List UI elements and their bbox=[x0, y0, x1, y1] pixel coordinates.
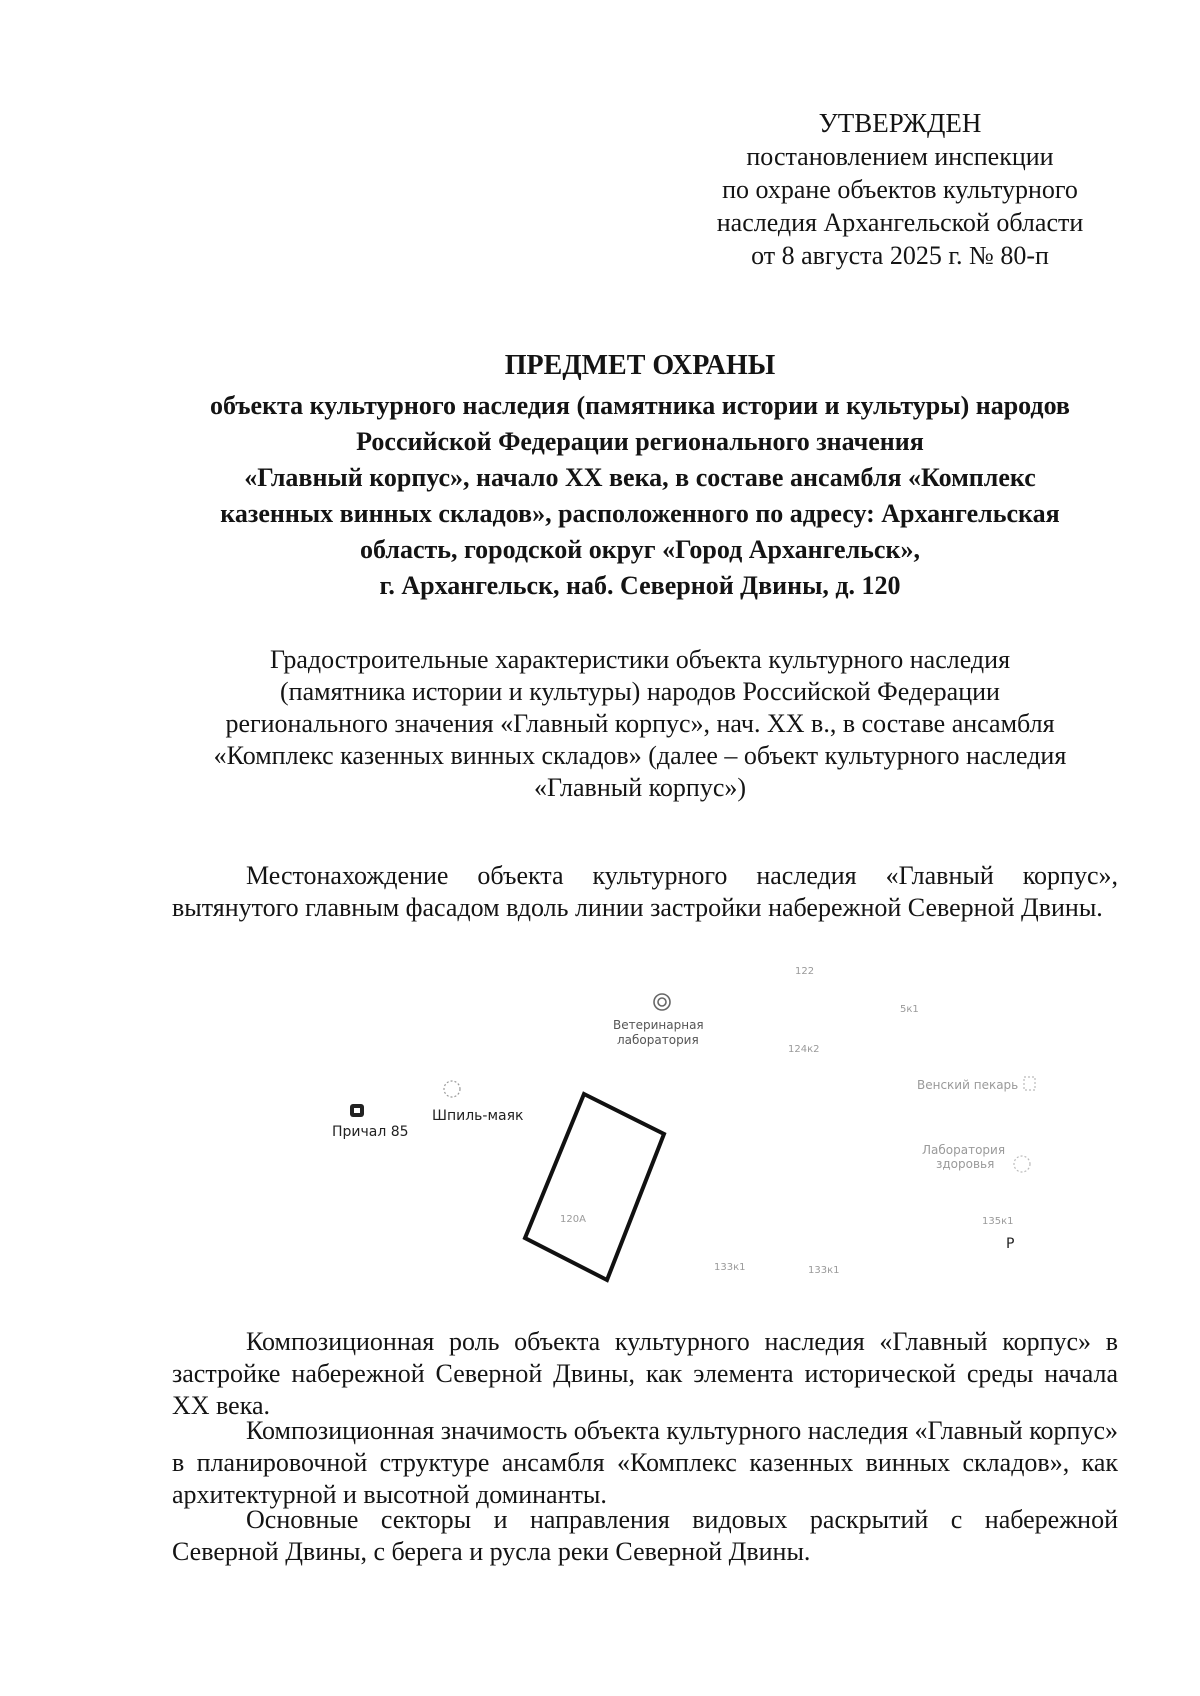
map-label-vet-lab: Ветеринарная bbox=[613, 1018, 704, 1032]
map-label-133k1-b: 133к1 bbox=[808, 1265, 840, 1276]
approval-heading: УТВЕРЖДЕН bbox=[818, 108, 982, 138]
map-label-124k2: 124к2 bbox=[788, 1044, 820, 1055]
map-label-vet-lab-2: лаборатория bbox=[617, 1033, 699, 1047]
spire-icon bbox=[444, 1081, 460, 1097]
pier-icon bbox=[350, 1104, 364, 1117]
map-label-health-lab: Лаборатория bbox=[922, 1143, 1006, 1157]
approval-line: постановлением инспекции bbox=[746, 142, 1054, 171]
paragraph-sectors bbox=[172, 1504, 1118, 1568]
paragraph-location bbox=[172, 860, 1118, 924]
approval-line: наследия Архангельской области bbox=[716, 208, 1084, 237]
map-label-pier: Причал 85 bbox=[332, 1124, 409, 1140]
map-graphics bbox=[330, 960, 1060, 1315]
paragraph-role-text: Композиционная роль объекта культурного наследия «Главный корпус» в застройке набережной Северной Двины, как элемента исторической среды начала XX века. bbox=[172, 1327, 1118, 1420]
subtitle-line: «Главный корпус») bbox=[533, 773, 747, 802]
title-main: ПРЕДМЕТ ОХРАНЫ bbox=[504, 350, 776, 381]
map-label-5k1: 5к1 bbox=[900, 1004, 919, 1015]
section-subtitle bbox=[140, 644, 1140, 804]
vet-lab-icon bbox=[654, 994, 670, 1010]
subtitle-line: регионального значения «Главный корпус», нач. XX в., в составе ансамбля bbox=[225, 709, 1055, 738]
building-outline-120a bbox=[525, 1094, 664, 1280]
title-line: область, городской округ «Город Архангельск», bbox=[360, 535, 920, 564]
paragraph-sectors-text: Основные секторы и направления видовых раскрытий с набережной Северной Двины, с берега и русла реки Северной Двины. bbox=[172, 1505, 1118, 1566]
subtitle-line: Градостроительные характеристики объекта культурного наследия bbox=[269, 645, 1011, 674]
map-label-135k1: 135к1 bbox=[982, 1216, 1014, 1227]
map-label-p: Р bbox=[1006, 1236, 1015, 1252]
paragraph-significance bbox=[172, 1415, 1118, 1511]
subtitle-line: (памятника истории и культуры) народов Российской Федерации bbox=[280, 677, 1000, 706]
title-line: Российской Федерации регионального значения bbox=[356, 427, 924, 456]
map-label-spire: Шпиль-маяк bbox=[432, 1108, 524, 1124]
health-lab-icon bbox=[1014, 1156, 1030, 1172]
site-map bbox=[330, 960, 1060, 1315]
title-line: казенных винных складов», расположенного по адресу: Архангельская bbox=[220, 499, 1060, 528]
paragraph-location-text: Местонахождение объекта культурного наследия «Главный корпус», вытянутого главным фасадом вдоль линии застройки набережной Северной Двины. bbox=[172, 861, 1118, 922]
approval-line: от 8 августа 2025 г. № 80-п bbox=[751, 241, 1049, 270]
approval-block bbox=[690, 107, 1110, 272]
approval-line: по охране объектов культурного bbox=[722, 175, 1078, 204]
map-label-health-lab-2: здоровья bbox=[936, 1157, 995, 1171]
map-label-bakery: Венский пекарь bbox=[917, 1078, 1019, 1092]
title-line: «Главный корпус», начало XX века, в составе ансамбля «Комплекс bbox=[244, 463, 1036, 492]
title-line: г. Архангельск, наб. Северной Двины, д. 120 bbox=[379, 571, 901, 600]
map-label-133k1-a: 133к1 bbox=[714, 1262, 746, 1273]
bakery-icon bbox=[1024, 1077, 1035, 1090]
map-label-122: 122 bbox=[795, 966, 815, 977]
document-title bbox=[140, 348, 1140, 604]
map-label-120a: 120А bbox=[560, 1214, 586, 1225]
subtitle-line: «Комплекс казенных винных складов» (далее – объект культурного наследия bbox=[213, 741, 1067, 770]
paragraph-role bbox=[172, 1326, 1118, 1422]
title-line: объекта культурного наследия (памятника истории и культуры) народов bbox=[210, 391, 1070, 420]
paragraph-significance-text: Композиционная значимость объекта культурного наследия «Главный корпус» в планировочной структуре ансамбля «Комплекс казенных винных складов», как архитектурной и высотной доминанты. bbox=[172, 1416, 1118, 1509]
